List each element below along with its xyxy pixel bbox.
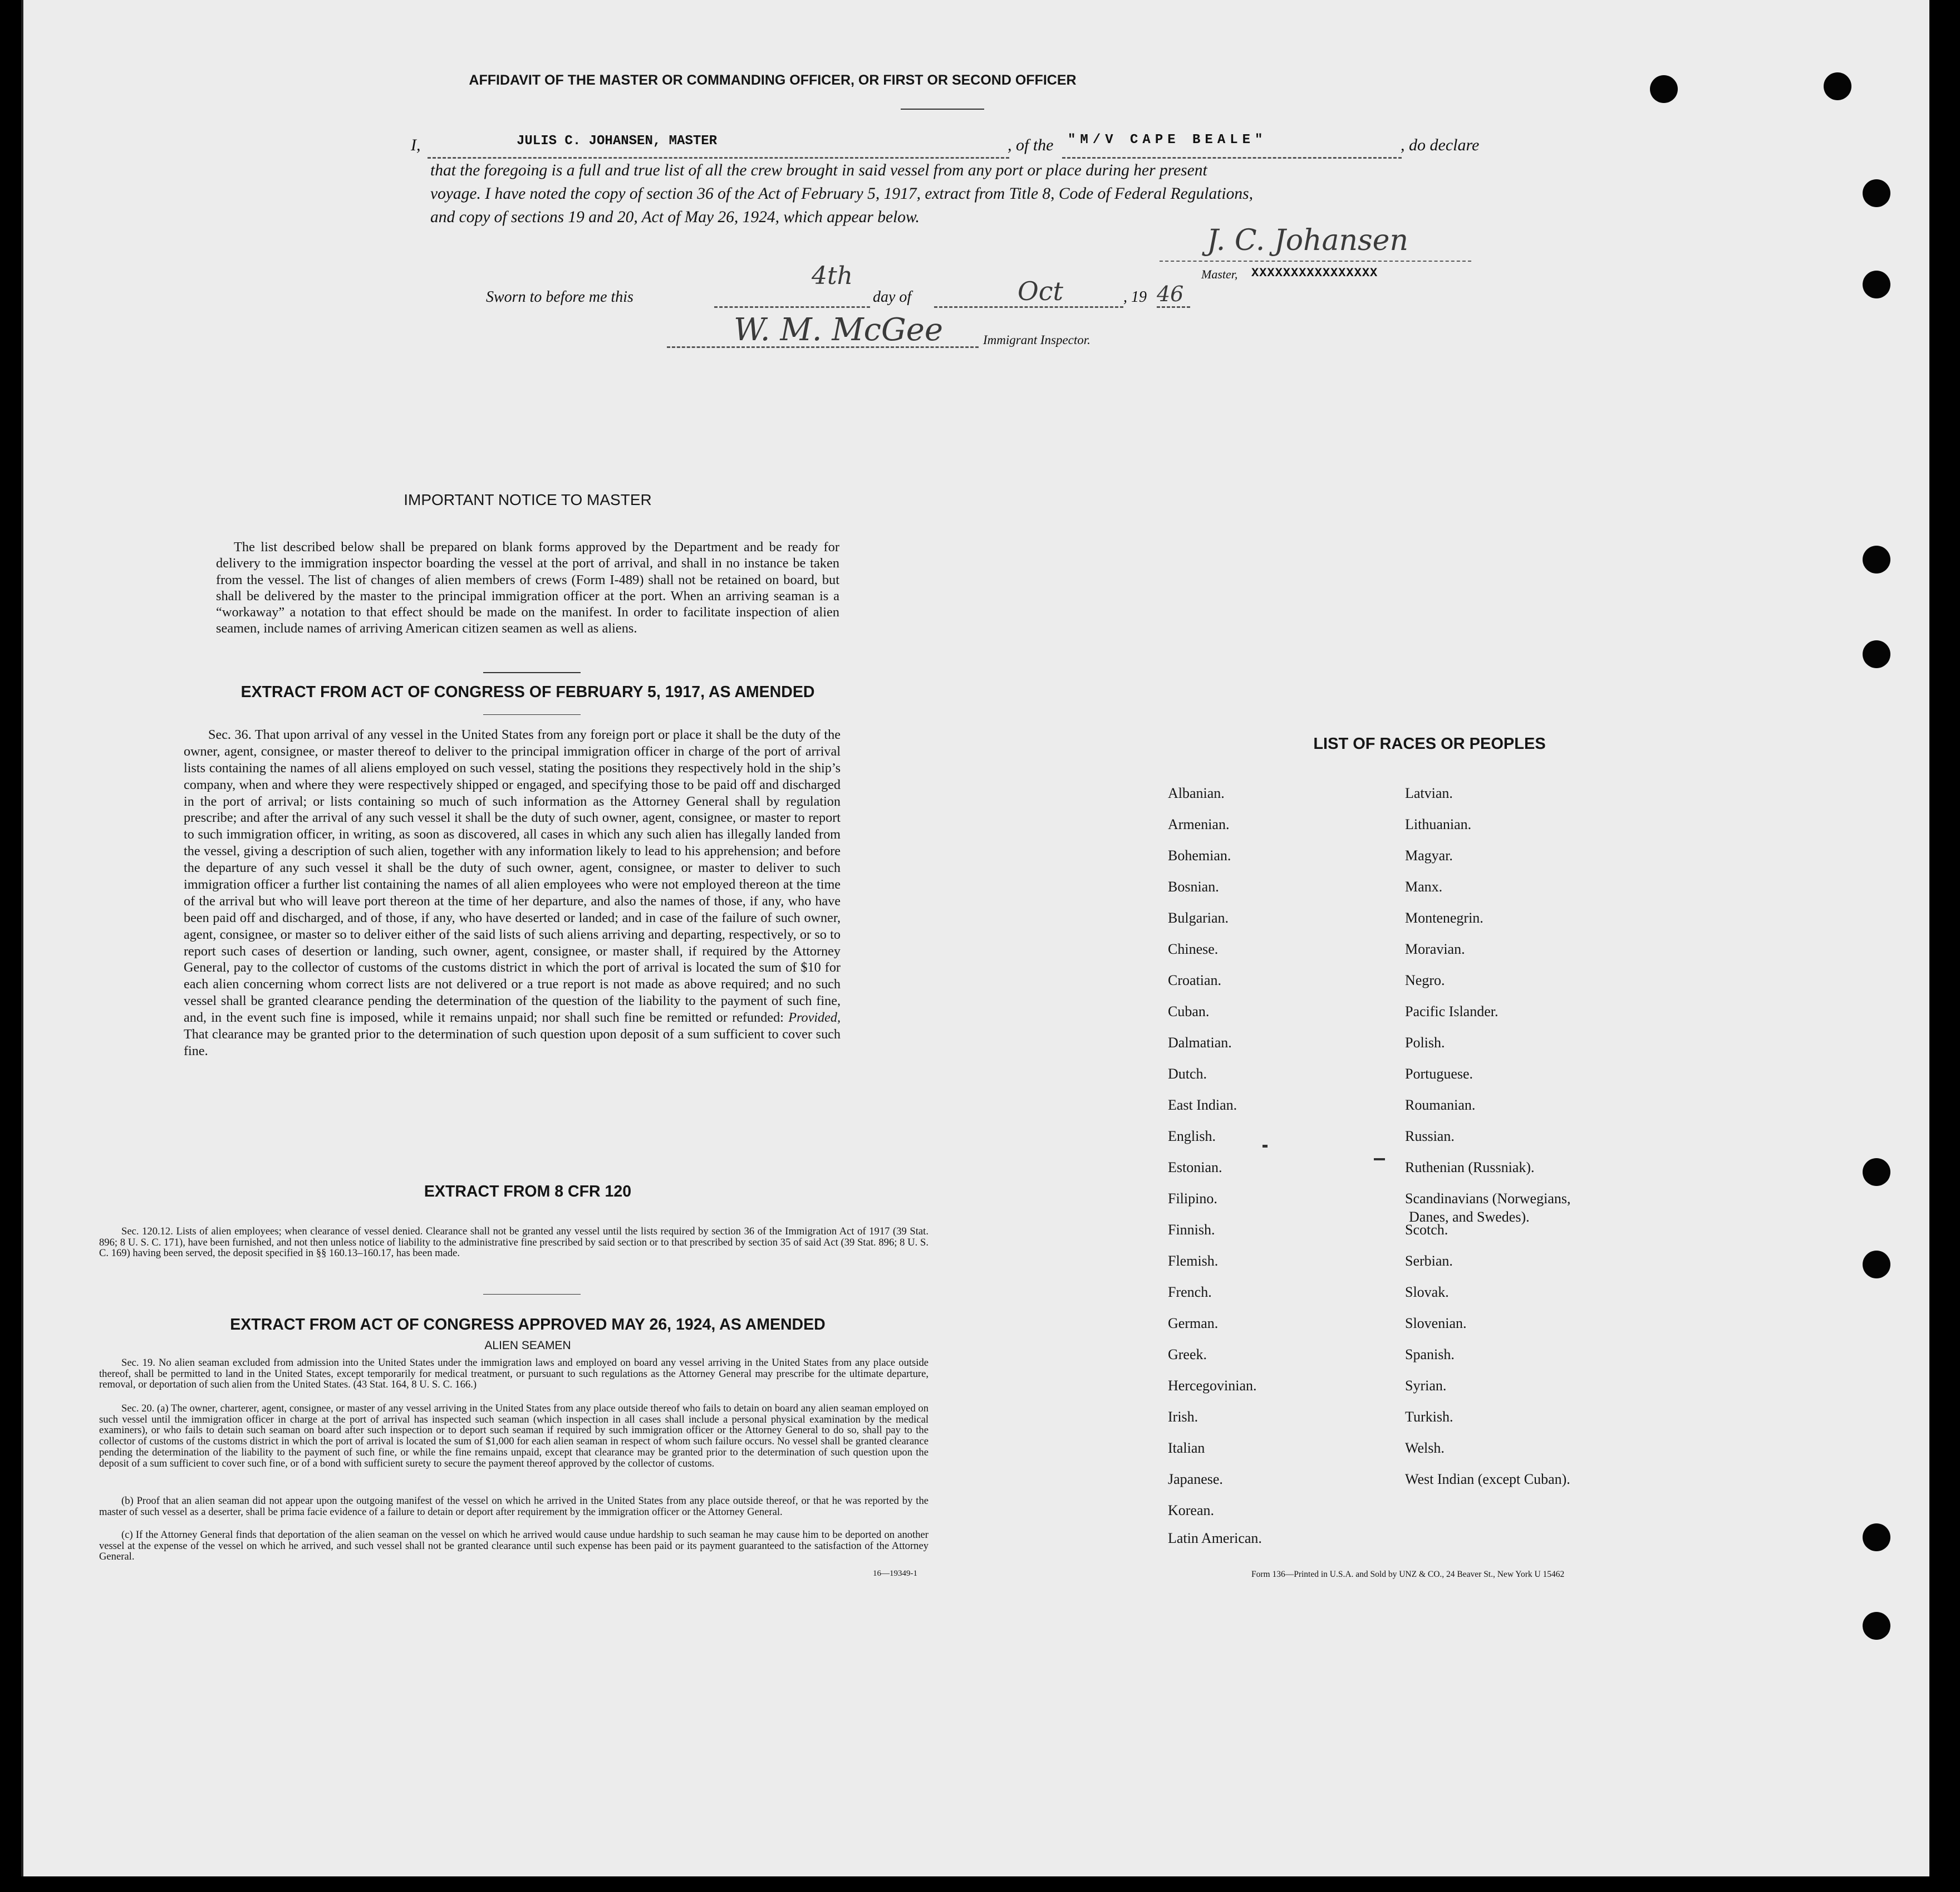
race-item: Magyar. <box>1405 847 1453 864</box>
race-item: Albanian. <box>1168 785 1225 801</box>
section-20a-text: Sec. 20. (a) The owner, charterer, agent, consignee, or master of any vessel arriving in the United States from any place outside thereof who fails to detain on board any alien seaman employed on such vessel until the immigration officer in charge at the port of arrival has inspected such seaman (which inspection in all cases shall include a personal physical examination by the medical examiners), or who fails to detain such seaman on board after such inspection or to deport such seaman if required by such immigration officer or the Attorney General to do so, shall pay to the collector of customs of the customs district in which the port of arrival is located the sum of $1,000 for each alien seaman in respect of whom such failure occurs. No vessel shall be granted clearance pending the determination of the liability to the payment of such fine, or while the fine remains unpaid, except that clearance may be granted prior to the determination of such question upon the deposit of a sum sufficient to cover such fine, or of a bond with sufficient surety to secure the payment thereof approved by the collector of customs. <box>99 1403 929 1469</box>
affidavit-line-4: and copy of sections 19 and 20, Act of May 26, 1924, which appear below. <box>430 208 920 226</box>
race-item: Greek. <box>1168 1346 1207 1362</box>
day-of-label: day of <box>873 288 912 306</box>
section-20b-text: (b) Proof that an alien seaman did not appear upon the outgoing manifest of the vessel on which he arrived in the United States from any place outside thereof, or that he was reported by the master of such vessel as a deserter, shall be prima facie evidence of a failure to detain or deport after requirement by the immigration officer or the Attorney General. <box>99 1495 929 1518</box>
race-item: Montenegrin. <box>1405 910 1483 926</box>
struck-out-title: XXXXXXXXXXXXXXXX <box>1251 266 1378 280</box>
races-heading: LIST OF RACES OR PEOPLES <box>1313 735 1546 753</box>
race-item: Flemish. <box>1168 1253 1219 1269</box>
punch-hole <box>1863 1251 1890 1278</box>
race-item: Bosnian. <box>1168 879 1219 895</box>
affidavit-line-2: that the foregoing is a full and true list of all the crew brought in said vessel from any port or place during her present <box>430 161 1207 179</box>
race-item: Korean. <box>1168 1502 1215 1518</box>
race-item: Latvian. <box>1405 785 1453 801</box>
race-item: Japanese. <box>1168 1471 1223 1487</box>
race-item: Irish. <box>1168 1409 1198 1425</box>
race-item: English. <box>1168 1128 1216 1144</box>
punch-hole <box>1863 640 1890 668</box>
sworn-label: Sworn to before me this <box>486 288 633 306</box>
race-item: Estonian. <box>1168 1159 1222 1175</box>
year-field <box>1157 295 1190 308</box>
race-item: East Indian. <box>1168 1097 1237 1113</box>
race-item: Pacific Islander. <box>1405 1003 1499 1019</box>
affidavit-heading: AFFIDAVIT OF THE MASTER OR COMMANDING OFFICER, OR FIRST OR SECOND OFFICER <box>469 72 1077 88</box>
vessel-name: "M/V CAPE BEALE" <box>1068 133 1268 148</box>
race-item: Syrian. <box>1405 1378 1447 1394</box>
punch-hole <box>1863 546 1890 574</box>
notice-heading: IMPORTANT NOTICE TO MASTER <box>404 491 652 508</box>
race-item: Dutch. <box>1168 1066 1207 1082</box>
inspector-label: Immigrant Inspector. <box>983 333 1090 347</box>
year-prefix: , 19 <box>1123 288 1147 306</box>
printer-footer: Form 136—Printed in U.S.A. and Sold by UNZ & CO., 24 Beaver St., New York U 15462 <box>1251 1570 1565 1579</box>
race-item: Armenian. <box>1168 816 1230 832</box>
race-item: Roumanian. <box>1405 1097 1476 1113</box>
section-36-end: That clearance may be granted prior to the determination of such question upon deposit of a sum sufficient to cover such fine. <box>184 1027 841 1058</box>
race-item: Ruthenian (Russniak). <box>1405 1159 1535 1175</box>
master-label: Master, <box>1201 267 1238 281</box>
punch-hole <box>1650 75 1678 103</box>
section-rule <box>483 1294 581 1295</box>
race-item: Serbian. <box>1405 1253 1453 1269</box>
section-36-body: That upon arrival of any vessel in the United States from any foreign port or place it shall be the duty of the owner, agent, consignee, or master thereof to deliver to the principal immigration officer in charge of the port of arrival lists containing the names of all aliens employed on such vessel, stating the positions they respectively hold in the ship’s company, when and where they were respectively shipped or engaged, and specifying those to be paid off and discharged in the port of arrival; or lists containing so much of such information as the Attorney General shall by regulation prescribe; and after the arrival of any such vessel it shall be the duty of such owner, agent, consignee, or master to report to such immigration officer, in writing, as soon as discovered, all cases in which any such alien has illegally landed from the vessel, giving a description of such alien, together with any information likely to lead to his apprehension; and before the departure of any such vessel it shall be the duty of such owner, agent, consignee, or master to deliver to such immigration officer a further list containing the names of all alien employees who were not employed thereon at the time of the arrival but who will leave port thereon at the time of her departure, and also the names of those, if any, who have been paid off and discharged, and of those, if any, who have deserted or landed; and in case of the failure of such owner, agent, consignee, or master so to deliver either of the said lists of such aliens arriving and departing, respectively, or so to report such cases of desertion or landing, such owner, agent, consignee, or master shall, if required by the Attorney General, pay to the collector of customs of the customs district in which the port of arrival is located the sum of $10 for each alien concerning whom correct lists are not delivered or a true report is not made as above required; and no such vessel shall be granted clearance pending the determination of the question of the liability to the payment of such fine, and, in the event such fine is imposed, while it remains unpaid; nor shall such fine be remitted or refunded: <box>184 727 841 1026</box>
section-rule <box>483 672 581 673</box>
heading-rule <box>901 109 984 110</box>
race-item: Manx. <box>1405 879 1443 895</box>
section-20c-text: (c) If the Attorney General finds that deportation of the alien seaman on the vessel on which he arrived would cause undue hardship to such seaman he may cause him to be deported on another vessel at the expense of the vessel on which he arrived, and such vessel shall not be granted clearance until such expense has been paid or its payment guaranteed to the satisfaction of the Attorney General. <box>99 1529 929 1563</box>
punch-hole <box>1863 1158 1890 1186</box>
notice-text: The list described below shall be prepared on blank forms approved by the Department and be ready for delivery to the immigration inspector boarding the vessel at the port of arrival, and shall in no instance be taken from the vessel. The list of changes of alien members of crews (Form I-489) shall not be retained on board, but shall be delivered by the master to the principal immigration officer at the port. When an arriving seaman is a “workaway” a notation to that effect should be made on the manifest. In order to facilitate inspection of alien seamen, include names of arriving American citizen seamen as well as aliens. <box>216 540 839 636</box>
race-item: Bulgarian. <box>1168 910 1229 926</box>
document-page <box>21 0 1929 1876</box>
race-item: Finnish. <box>1168 1222 1215 1238</box>
cfr-text: Sec. 120.12. Lists of alien employees; when clearance of vessel denied. Clearance shall not be granted any vessel until the lists required by section 36 of the Immigration Act of 1917 (39 Stat. 896; 8 U. S. C. 171), have been furnished, and not then unless notice of liability to the administrative fine prescribed by said section or to that prescribed by section 35 of said Act (39 Stat. 896; 8 U. S. C. 169) having been served, the deposit specified in §§ 160.13–160.17, has been made. <box>99 1226 929 1259</box>
race-item: Scandinavians (Norwegians, <box>1405 1190 1571 1207</box>
race-item: Slovak. <box>1405 1284 1449 1300</box>
alien-seamen-subheading: ALIEN SEAMEN <box>484 1339 571 1352</box>
race-item: Scotch. <box>1405 1222 1448 1238</box>
cfr-heading: EXTRACT FROM 8 CFR 120 <box>424 1183 632 1200</box>
punch-hole <box>1824 72 1851 100</box>
race-item: Hercegovinian. <box>1168 1378 1257 1394</box>
race-item: Bohemian. <box>1168 847 1231 864</box>
month-value: Oct <box>1018 276 1063 306</box>
extract-1917-text <box>184 727 841 1060</box>
signature-line <box>1160 244 1471 262</box>
race-item: Italian <box>1168 1440 1205 1456</box>
affidavit-i-label: I, <box>411 136 421 154</box>
provided-word: Provided, <box>788 1010 841 1026</box>
paper-speck <box>1374 1158 1385 1160</box>
race-item: Slovenian. <box>1405 1315 1467 1331</box>
of-the-label: , of the <box>1008 136 1054 154</box>
race-item: Moravian. <box>1405 941 1465 957</box>
race-item: Lithuanian. <box>1405 816 1472 832</box>
paper-speck <box>1263 1145 1268 1148</box>
race-item: French. <box>1168 1284 1212 1300</box>
day-value: 4th <box>812 262 853 290</box>
form-number: 16—19349-1 <box>873 1569 917 1578</box>
punch-hole <box>1863 271 1890 298</box>
punch-hole <box>1863 1523 1890 1551</box>
punch-hole <box>1863 179 1890 207</box>
race-item: Chinese. <box>1168 941 1219 957</box>
race-item: Negro. <box>1405 972 1445 988</box>
race-item: Danes, and Swedes). <box>1409 1209 1530 1225</box>
race-item: Welsh. <box>1405 1440 1445 1456</box>
race-item: German. <box>1168 1315 1219 1331</box>
extract-1917-heading: EXTRACT FROM ACT OF CONGRESS OF FEBRUARY 5, 1917, AS AMENDED <box>240 683 815 701</box>
section-19-text: Sec. 19. No alien seaman excluded from admission into the United States under the immigration laws and employed on board any vessel arriving in the United States from any place outside thereof, shall be permitted to land in the United States, except temporarily for medical treatment, or pursuant to such regulations as the Attorney General may prescribe for the ultimate departure, removal, or deportation of such alien from the United States. (43 Stat. 164, 8 U. S. C. 166.) <box>99 1357 929 1391</box>
race-item: Polish. <box>1405 1035 1445 1051</box>
extract-1924-heading: EXTRACT FROM ACT OF CONGRESS APPROVED MAY 26, 1924, AS AMENDED <box>230 1316 826 1334</box>
master-name-field <box>428 139 1009 159</box>
year-value: 46 <box>1157 282 1184 306</box>
race-item: Cuban. <box>1168 1003 1210 1019</box>
inspector-signature: W. M. McGee <box>734 312 944 348</box>
race-item: Latin American. <box>1168 1530 1262 1546</box>
race-item: Dalmatian. <box>1168 1035 1232 1051</box>
do-declare-label: , do declare <box>1401 136 1480 154</box>
race-item: Portuguese. <box>1405 1066 1473 1082</box>
race-item: Russian. <box>1405 1128 1455 1144</box>
section-rule <box>483 714 581 715</box>
section-36-label: Sec. 36. <box>208 727 252 742</box>
affidavit-line-3: voyage. I have noted the copy of section 36 of the Act of February 5, 1917, extract from Title 8, Code of Federal Regulations, <box>430 185 1253 203</box>
race-item: West Indian (except Cuban). <box>1405 1471 1570 1487</box>
race-item: Turkish. <box>1405 1409 1453 1425</box>
race-item: Filipino. <box>1168 1190 1217 1207</box>
master-signature: J. C. Johansen <box>1207 224 1408 257</box>
day-field <box>714 295 870 308</box>
page-edge <box>21 0 23 1876</box>
master-name: JULIS C. JOHANSEN, MASTER <box>517 134 718 149</box>
race-item: Spanish. <box>1405 1346 1455 1362</box>
punch-hole <box>1863 1612 1890 1640</box>
race-item: Croatian. <box>1168 972 1222 988</box>
